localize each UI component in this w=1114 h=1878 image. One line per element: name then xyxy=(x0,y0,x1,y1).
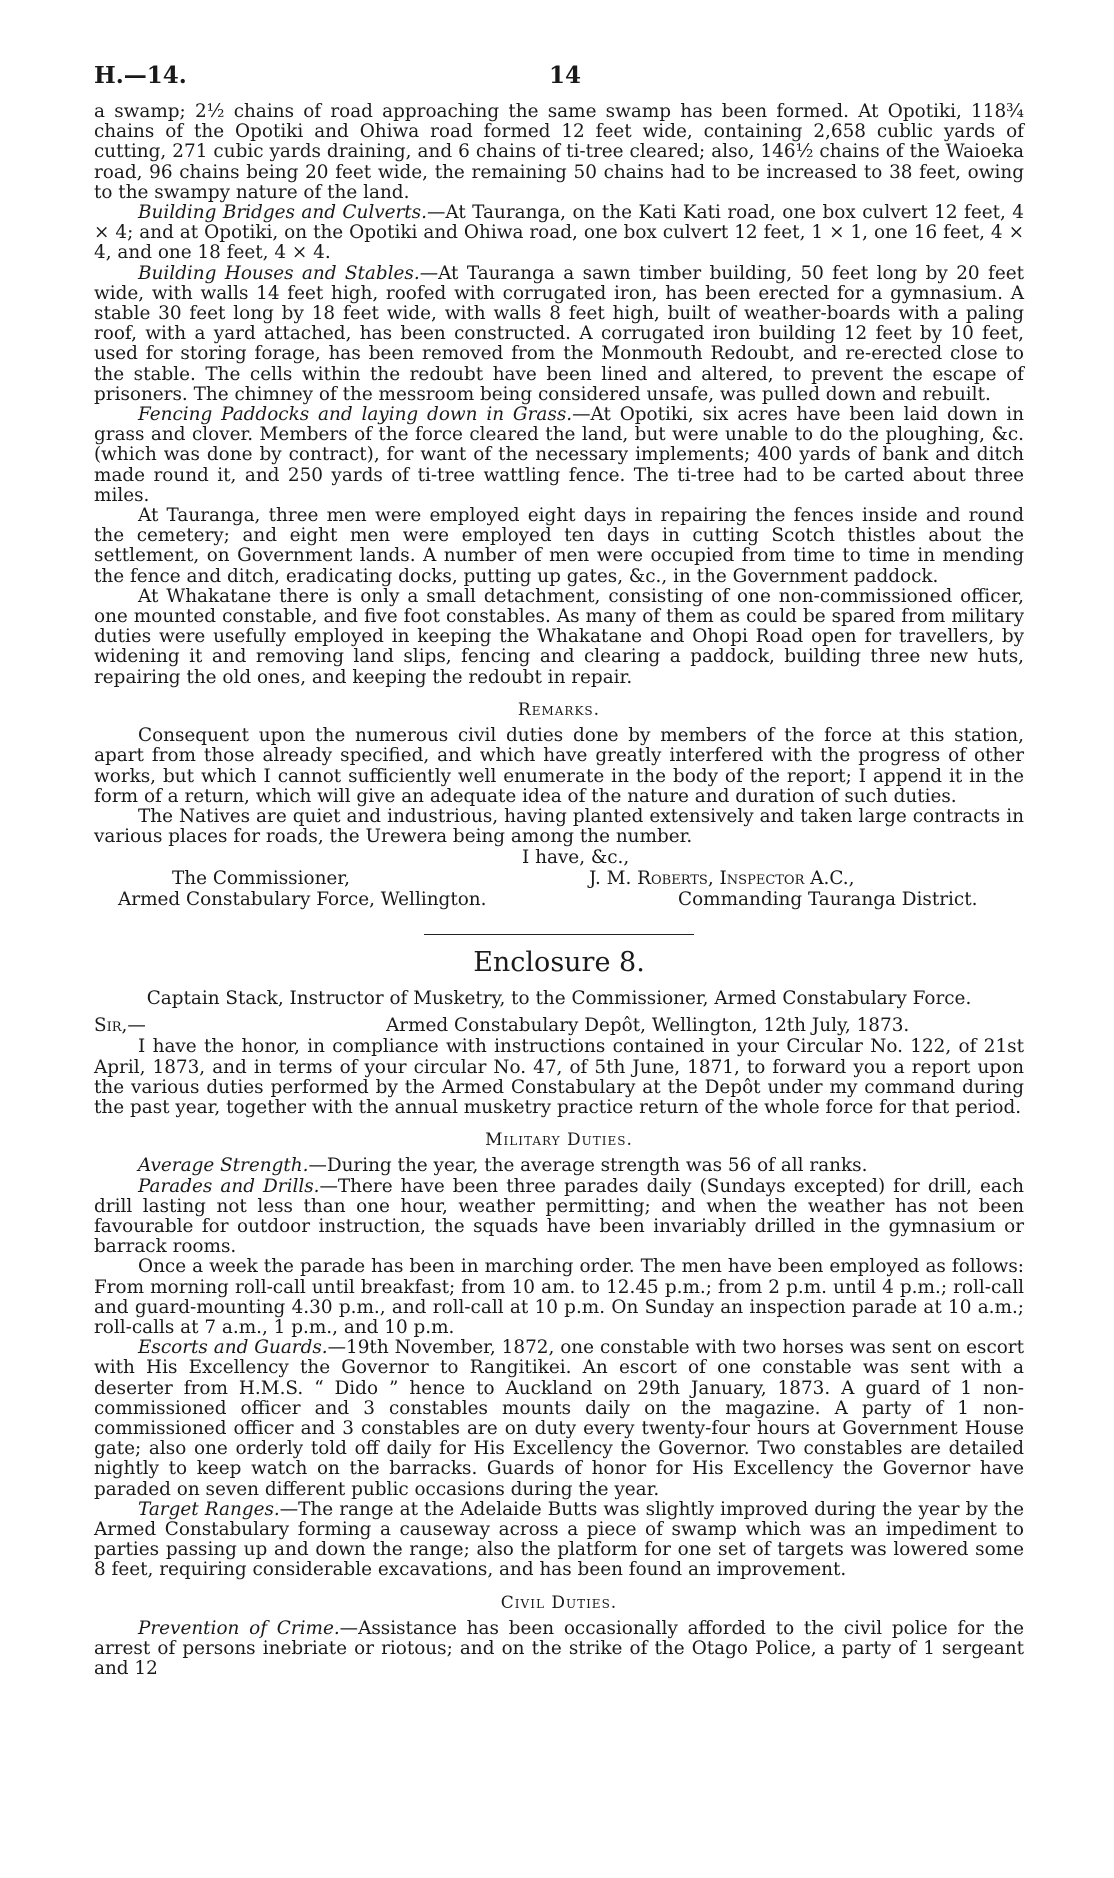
escorts-lead: Escorts and Guards. xyxy=(138,1337,328,1359)
escorts-text: —19th November, 1872, one constable with two horses was sent on escort with His Excellency the Governor to Rangitikei. An escort of one constable was sent with a deserter from H.M.S. “ Dido ” hence to Auckland on 29th January, 1873. A guard of 1 non-commissioned officer and 3 constables mounts daily on the magazine. A party of 1 non-commissioned officer and 3 constables are on duty every twenty-four hours at Government House gate; also one orderly told off daily for His Excellency the Governor. Two constables are detailed nightly to keep watch on the barracks. Guards of honor for His Excellency the Governor have paraded on seven different public occasions during the year. xyxy=(94,1337,1024,1500)
average-strength-text: —During the year, the average strength was 56 of all ranks. xyxy=(308,1155,868,1177)
parades-text: —There have been three parades daily (Sundays excepted) for drill, each drill lasting not less than one hour, weather permitting; and when the weather has not been favourable for outdoor instruction, the squads have been invariably drilled in the gymnasium or barrack rooms. xyxy=(94,1175,1024,1258)
prevention-text: —Assistance has been occasionally afforded to the civil police for the arrest of persons inebriate or riotous; and on the strike of the Otago Police, a party of 1 sergeant and 12 xyxy=(94,1617,1024,1680)
average-strength-paragraph xyxy=(94,1156,1024,1176)
address-date: Armed Constabulary Depôt, Wellington, 12th July, 1873. xyxy=(386,1015,910,1037)
bridges-paragraph xyxy=(94,203,1024,264)
page-header xyxy=(94,62,1024,102)
fencing-text: —At Opotiki, six acres have been laid down in grass and clover. Members of the force cleared the land, but were unable to do the ploughing, &c. (which was done by contract), for want of the necessary implements; 400 yards of bank and ditch made round it, and 250 yards of ti-tree wattling fence. The ti-tree had to be carted about three miles. xyxy=(94,404,1024,506)
fencing-lead: Fencing Paddocks and laying down in Grass. xyxy=(138,404,573,426)
enclosure-opening: I have the honor, in compliance with instructions contained in your Circular No. 122, of 21st April, 1873, and in terms of your circular No. 47, of 5th June, 1871, to forward you a report upon the various duties performed by the Armed Constabulary at the Depôt under my command during the past year, together with the annual musketry practice return of the whole force for that period. xyxy=(94,1036,1024,1118)
remarks-paragraph-2: The Natives are quiet and industrious, having planted extensively and taken large contracts in various places for roads, the Urewera being among the number. xyxy=(94,805,1024,848)
prevention-lead: Prevention of Crime. xyxy=(138,1617,340,1639)
houses-text: —At Tauranga a sawn timber building, 50 feet long by 20 feet wide, with walls 14 feet high, roofed with corrugated iron, has been erected for a gymnasium. A stable 30 feet long by 18 feet wide, with walls 8 feet high, built of weather-boards with a paling roof, with a yard attached, has been constructed. A corrugated iron building 12 feet by 10 feet, used for storing forage, has been removed from the Monmouth Redoubt, and re-erected close to the stable. The cells within the redoubt have been lined and altered, to prevent the escape of prisoners. The chimney of the messroom being considered unsafe, was pulled down and rebuilt. xyxy=(94,262,1024,405)
whakatane-paragraph: At Whakatane there is only a small detachment, consisting of one non-commissioned officer, one mounted constable, and five foot constables. As many of them as could be spared from military duties were usefully employed in keeping the Whakatane and Ohopi Road open for travellers, by widening it and removing land slips, fencing and clearing a paddock, building three new huts, repairing the old ones, and keeping the redoubt in repair. xyxy=(94,585,1024,688)
page-number: 14 xyxy=(549,62,582,89)
enclosure-subtitle: Captain Stack, Instructor of Musketry, to the Commissioner, Armed Constabulary Force. xyxy=(146,988,972,1010)
addressee-line-1: The Commissioner, xyxy=(172,868,350,890)
parades-paragraph xyxy=(94,1177,1024,1258)
tauranga-paragraph: At Tauranga, three men were employed eight days in repairing the fences inside and round the cemetery; and eight men were employed ten days in cutting Scotch thistles about the settlement, on Government lands. A number of men were occupied from time to time in mending the fence and ditch, eradicating docks, putting up gates, &c., in the Government paddock. xyxy=(94,505,1024,587)
salutation: Sir,— xyxy=(94,1015,146,1037)
signer-line-1: J. M. Roberts, Inspector A.C., xyxy=(589,868,855,890)
enclosure-body xyxy=(94,1037,1024,1679)
remarks-heading: Remarks. xyxy=(517,699,601,720)
fencing-paragraph xyxy=(94,405,1024,506)
document-page xyxy=(94,62,1024,1679)
houses-lead: Building Houses and Stables. xyxy=(138,262,420,284)
houses-paragraph xyxy=(94,264,1024,405)
document-reference: H.—14. xyxy=(94,62,187,89)
closing-line: I have, &c., xyxy=(522,847,630,869)
target-ranges-lead: Target Ranges. xyxy=(138,1498,280,1520)
body-text xyxy=(94,102,1024,847)
average-strength-lead: Average Strength. xyxy=(138,1155,309,1177)
target-ranges-paragraph xyxy=(94,1500,1024,1581)
military-duties-heading: Military Duties. xyxy=(485,1130,633,1151)
bridges-text: —At Tauranga, on the Kati Kati road, one box culvert 12 feet, 4 × 4; and at Opotiki, on the Opotiki and Ohiwa road, one box culvert 12 feet, 1 × 1, one 16 feet, 4 × 4, and one 18 feet, 4 × 4. xyxy=(94,202,1024,264)
signer-line-2: Commanding Tauranga District. xyxy=(678,889,978,911)
parades-lead: Parades and Drills. xyxy=(138,1175,320,1197)
prevention-paragraph xyxy=(94,1619,1024,1680)
remarks-paragraph-1: Consequent upon the numerous civil duties done by members of the force at this station, apart from those already specified, and which have greatly interfered with the progress of other works, but which I cannot sufficiently well enumerate in the body of the report; I append it in the form of a return, which will give an adequate idea of the nature and duration of such duties. xyxy=(94,725,1024,807)
bridges-lead: Building Bridges and Culverts. xyxy=(138,202,427,224)
escorts-paragraph xyxy=(94,1338,1024,1500)
salutation-row xyxy=(94,1015,1024,1037)
target-ranges-text: —The range at the Adelaide Butts was slightly improved during the year by the Armed Constabulary forming a causeway across a piece of swamp which was an impediment to parties passing up and down the range; also the platform for one set of targets was lowered some 8 feet, requiring considerable excavations, and has been found an improvement. xyxy=(94,1498,1024,1581)
civil-duties-heading: Civil Duties. xyxy=(500,1592,618,1613)
addressee-line-2: Armed Constabulary Force, Wellington. xyxy=(118,889,487,911)
marching-order-paragraph: Once a week the parade has been in marching order. The men have been employed as follows: From morning roll-call until breakfast; from 10 am. to 12.45 p.m.; from 2 p.m. until 4 p.m.; roll-call and guard-mounting 4.30 p.m., and roll-call at 10 p.m. On Sunday an inspection parade at 10 a.m.; roll-calls at 7 a.m., 1 p.m., and 10 p.m. xyxy=(94,1256,1024,1338)
signature-block xyxy=(94,847,1024,910)
enclosure-title: Enclosure 8. xyxy=(473,947,645,979)
intro-paragraph: a swamp; 2½ chains of road approaching the same swamp has been formed. At Opotiki, 118¾ chains of the Opotiki and Ohiwa road formed 12 feet wide, containing 2,658 cublic yards of cutting, 271 cubic yards draining, and 6 chains of ti-tree cleared; also, 146½ chains of the Waioeka road, 96 chains being 20 feet wide, the remaining 50 chains had to be increased to 38 feet, owing to the swampy nature of the land. xyxy=(94,101,1024,203)
section-divider xyxy=(424,934,694,935)
